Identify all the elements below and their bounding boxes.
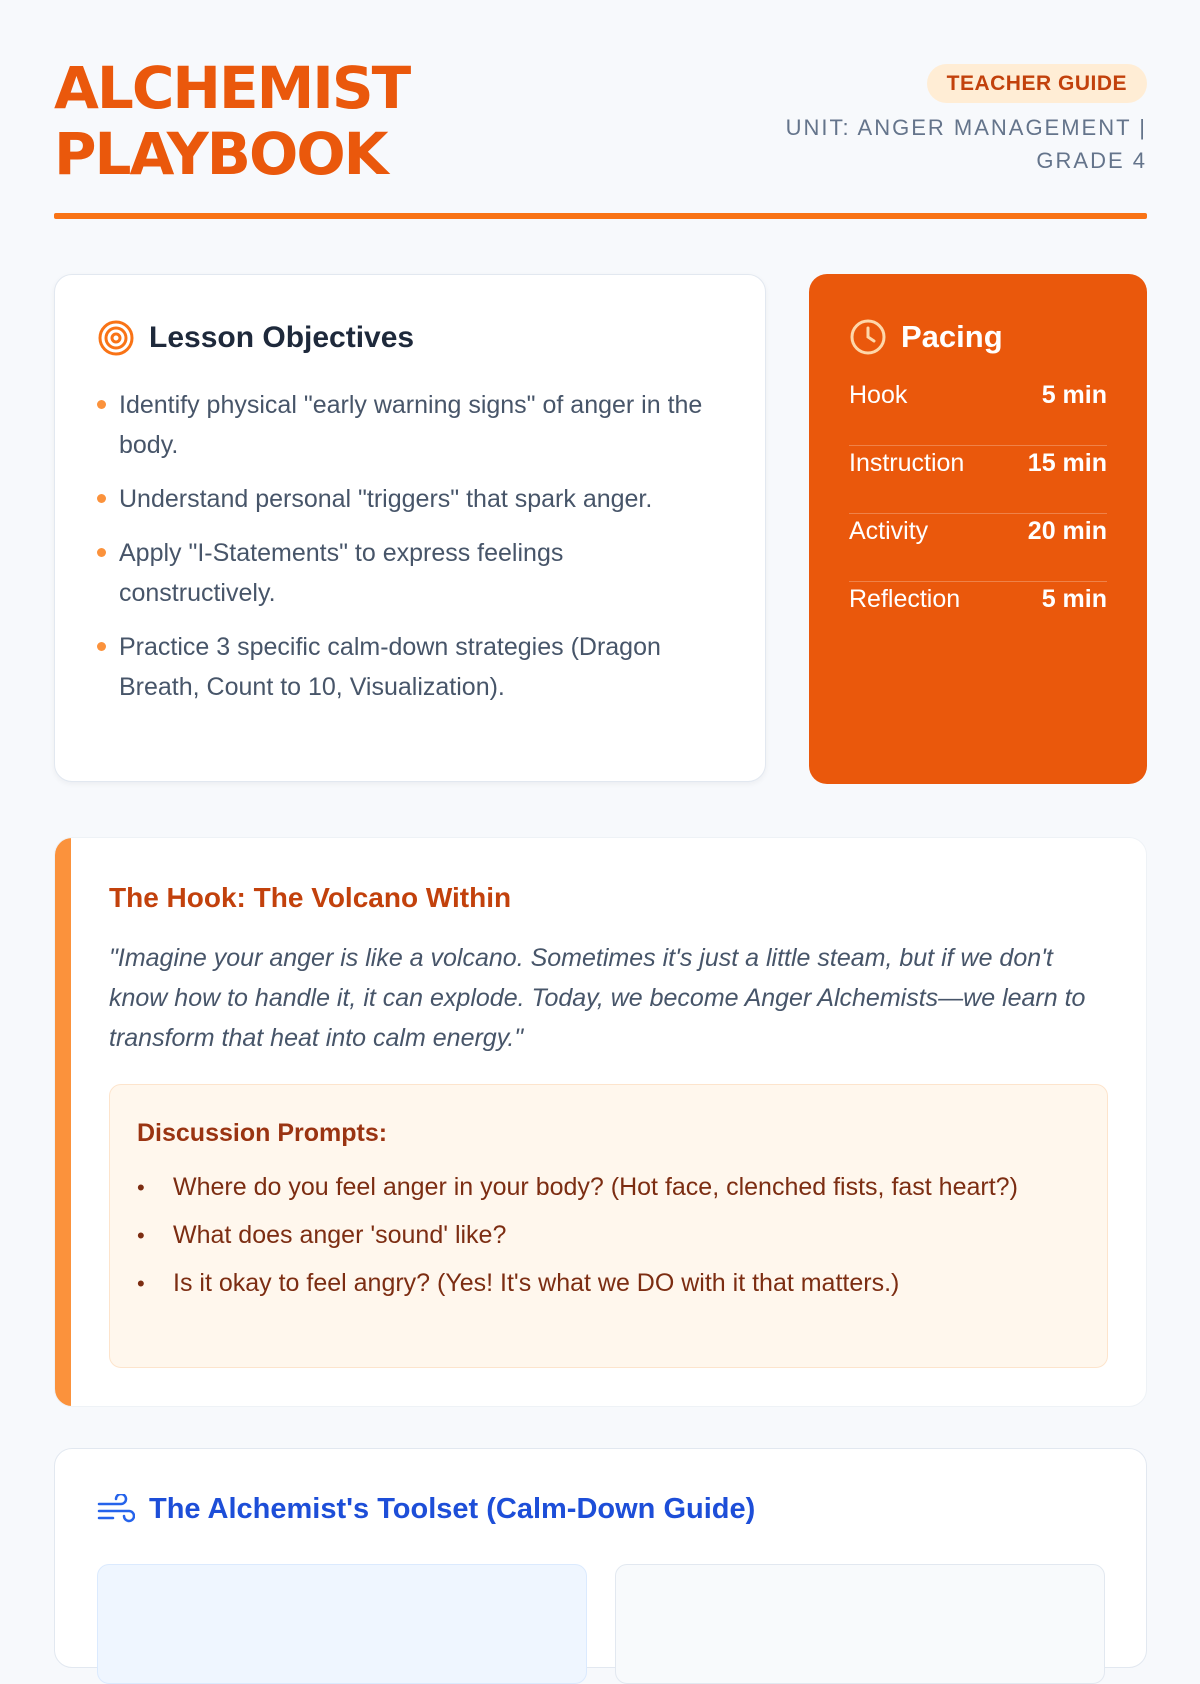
hook-accent-bar: [55, 838, 71, 1406]
toolset-card: [54, 1448, 1147, 1668]
pacing-heading: [849, 318, 1003, 356]
pacing-label: Reflection: [849, 585, 961, 613]
wind-icon: [97, 1494, 135, 1526]
prompt-text: Is it okay to feel angry? (Yes! It's what we DO with it that matters.): [173, 1269, 900, 1297]
pacing-duration: 5 min: [1041, 381, 1107, 409]
bullet-icon: •: [137, 1175, 145, 1200]
hook-quote: "Imagine your anger is like a volcano. Sometimes it's just a little steam, but if we don't know how to handle it, it can explode. Today, we become Anger Alchemists—we learn to transform that heat into calm energy.": [109, 944, 1086, 1052]
header-divider: [54, 213, 1147, 219]
objective-item: Apply "I-Statements" to express feelings constructively.: [97, 533, 717, 613]
pacing-schedule: [849, 378, 1107, 650]
pacing-card: [809, 274, 1147, 784]
lesson-objectives-card: [54, 274, 766, 782]
clock-icon: [849, 318, 887, 356]
discussion-prompt-item: [137, 1263, 1037, 1304]
discussion-prompts-list: [137, 1167, 1037, 1311]
objectives-list: [97, 385, 717, 721]
pacing-duration: 5 min: [1041, 585, 1107, 613]
header: [54, 55, 1147, 220]
prompt-text: Where do you feel anger in your body? (Hot face, clenched fists, fast heart?): [173, 1173, 1018, 1201]
discussion-prompt-item: [137, 1215, 1037, 1256]
teacher-guide-badge: TEACHER GUIDE: [927, 64, 1147, 103]
pacing-title: Pacing: [901, 319, 1003, 354]
objective-item: Identify physical "early warning signs" of anger in the body.: [97, 385, 717, 465]
discussion-prompts-title: Discussion Prompts:: [137, 1119, 388, 1147]
pacing-row-hook: [849, 378, 1107, 446]
discussion-prompts-box: [109, 1084, 1108, 1368]
objective-item: Practice 3 specific calm-down strategies (Dragon Breath, Count to 10, Visualization).: [97, 627, 717, 707]
brand-title: [54, 55, 409, 187]
pacing-row-activity: [849, 514, 1107, 582]
bullet-icon: •: [137, 1223, 145, 1248]
toolset-tile: [615, 1564, 1105, 1684]
pacing-label: Activity: [849, 517, 929, 545]
unit-grade-label: UNIT: ANGER MANAGEMENT | GRADE 4: [785, 115, 1147, 173]
hook-title: The Hook: The Volcano Within: [109, 882, 512, 913]
brand-line-2: PLAYBOOK: [54, 120, 387, 188]
objective-item: Understand personal "triggers" that spark anger.: [97, 479, 717, 519]
bullet-icon: •: [137, 1271, 145, 1296]
prompt-text: What does anger 'sound' like?: [173, 1221, 507, 1249]
pacing-row-instruction: [849, 446, 1107, 514]
toolset-title: The Alchemist's Toolset (Calm-Down Guide): [149, 1493, 756, 1525]
pacing-label: Instruction: [849, 449, 965, 477]
toolset-tile: [97, 1564, 587, 1684]
brand-line-1: ALCHEMIST: [54, 54, 410, 122]
hook-card: [54, 837, 1147, 1407]
pacing-row-reflection: [849, 582, 1107, 650]
pacing-duration: 15 min: [1027, 449, 1107, 477]
discussion-prompt-item: [137, 1167, 1037, 1208]
objectives-title: Lesson Objectives: [149, 321, 415, 354]
pacing-label: Hook: [849, 381, 908, 409]
toolset-heading: [97, 1493, 755, 1526]
objectives-heading: [97, 319, 414, 357]
target-icon: [97, 319, 135, 357]
pacing-duration: 20 min: [1027, 517, 1107, 545]
